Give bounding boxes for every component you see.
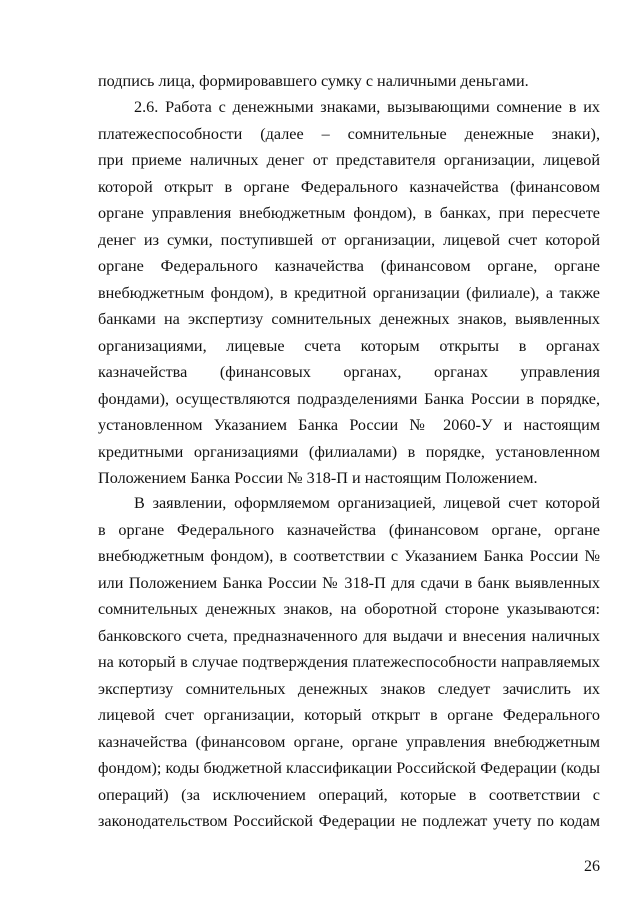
text-line: в органе Федерального казначейства (финансовом органе, органе — [98, 520, 600, 539]
text-line: банками на экспертизу сомнительных денежных знаков, выявленных — [98, 310, 600, 328]
text-line: подпись лица, формировавшего сумку с наличными деньгами. — [98, 72, 529, 90]
text-line: банковского счета, предназначенного для выдачи и внесения наличных — [98, 626, 600, 645]
text-line: казначейства (финансовом органе, органе управления внебюджетным — [98, 732, 600, 751]
text-line: Положением Банка России № 318-П и настоящим Положением. — [98, 469, 538, 487]
text-line: казначейства (финансовых органах, органах управления — [98, 363, 600, 381]
text-line: органе Федерального казначейства (финансовом органе, органе — [98, 257, 600, 275]
text-line: В заявлении, оформляемом организацией, лицевой счет которой — [134, 494, 600, 512]
page-number: 26 — [584, 858, 600, 875]
text-line: фондом); коды бюджетной классификации Российской Федерации (коды — [98, 759, 600, 777]
text-line: 2.6. Работа с денежными знаками, вызывающими сомнение в их — [134, 98, 600, 116]
paragraph-2-6 — [98, 94, 600, 492]
paragraph-application — [98, 490, 600, 835]
text-line: сомнительных денежных знаков, на оборотной стороне указываются: — [98, 600, 600, 618]
text-line: или Положением Банка России № 318-П для сдачи в банк выявленных — [98, 573, 600, 592]
paragraph-continuation — [98, 68, 600, 95]
text-line: при приеме наличных денег от представителя организации, лицевой — [98, 151, 600, 169]
text-line: экспертизу сомнительных денежных знаков следует зачислить их — [98, 679, 600, 698]
text-line: операций) (за исключением операций, которые в соответствии с — [98, 785, 600, 804]
text-line: на который в случае подтверждения платежеспособности направляемых — [98, 653, 600, 671]
text-line: платежеспособности (далее – сомнительные денежные знаки), — [98, 124, 600, 143]
text-line: организациями, лицевые счета которым открыты в органах — [98, 336, 600, 355]
text-line: кредитными организациями (филиалами) в порядке, установленном — [98, 442, 600, 461]
text-line: денег из сумки, поступившей от организации, лицевой счет которой — [98, 230, 600, 249]
text-line: органе управления внебюджетным фондом), в банках, при пересчете — [98, 204, 600, 222]
text-line: внебюджетным фондом), в соответствии с Указанием Банка России № — [98, 547, 600, 565]
text-line: фондами), осуществляются подразделениями Банка России в порядке, — [98, 389, 600, 408]
text-line: законодательством Российской Федерации не подлежат учету по кодам — [98, 812, 600, 830]
text-line: лицевой счет организации, который открыт в органе Федерального — [98, 706, 600, 724]
text-line: внебюджетным фондом), в кредитной организации (филиале), а также — [98, 283, 600, 302]
text-line: установленном Указанием Банка России № 2060-У и настоящим — [98, 416, 600, 434]
text-line: которой открыт в органе Федерального казначейства (финансовом — [98, 177, 600, 196]
